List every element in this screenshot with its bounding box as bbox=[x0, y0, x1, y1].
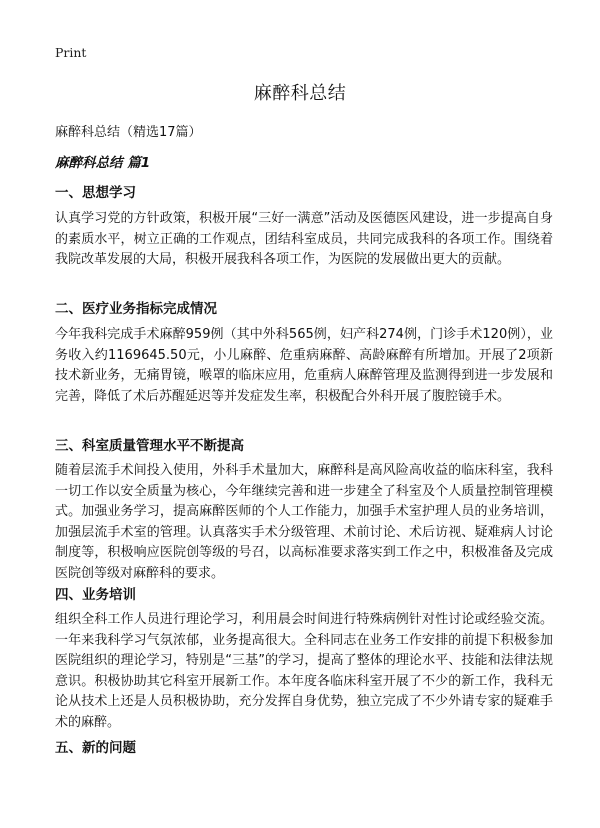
section-paragraph-1: 认真学习党的方针政策，积极开展“三好一满意”活动及医德医风建设，进一步提高自身的素质水平，树立正确的工作观点，团结科室成员，共同完成我科的各项工作。围绕着我院改革发展的大局，积极开展我科各项工作，为医院的发展做出更大的贡献。 bbox=[55, 211, 553, 267]
section-heading-1: 一、思想学习 bbox=[55, 185, 136, 201]
section-heading-2: 二、医疗业务指标完成情况 bbox=[55, 301, 217, 317]
chapter-title: 麻醉科总结 篇1 bbox=[55, 155, 151, 171]
section-paragraph-2: 今年我科完成手术麻醉959例（其中外科565例，妇产科274例，门诊手术120例），业务收入约1169645.50元，小儿麻醉、危重病麻醉、高龄麻醉有所增加。开展了2项新技术新业务，无痛胃镜，喉罩的临床应用，危重病人麻醉管理及监测得到进一步发展和完善，降低了术后苏醒延迟等并发症发生率，积极配合外科开展了腹腔镜手术。 bbox=[55, 327, 553, 404]
section-heading-4: 四、业务培训 bbox=[55, 587, 136, 603]
section-paragraph-3: 随着层流手术间投入使用，外科手术量加大，麻醉科是高风险高收益的临床科室，我科一切工作以安全质量为核心，今年继续完善和进一步建全了科室及个人质量控制管理模式。加强业务学习，提高麻醉医师的个人工作能力，加强手术室护理人员的业务培训，加强层流手术室的管理。认真落实手术分级管理、术前讨论、术后访视、疑难病人讨论制度等，积极响应医院创等级的号召，以高标准要求落实到工作之中，积极准备及完成医院创等级对麻醉科的要求。 bbox=[55, 463, 553, 581]
section-heading-5: 五、新的问题 bbox=[55, 740, 136, 756]
document-title: 麻醉科总结 bbox=[253, 83, 347, 104]
print-link[interactable]: Print bbox=[55, 45, 87, 60]
document-subtitle: 麻醉科总结（精选17篇） bbox=[55, 125, 202, 140]
section-heading-3: 三、科室质量管理水平不断提高 bbox=[55, 438, 244, 454]
section-paragraph-4: 组织全科工作人员进行理论学习，利用晨会时间进行特殊病例针对性讨论或经验交流。一年来我科学习气氛浓郁，业务提高很大。全科同志在业务工作安排的前提下积极参加医院组织的理论学习，特别是“三基”的学习，提高了整体的理论水平、技能和法律法规意识。积极协助其它科室开展新工作。本年度各临床科室开展了不少的新工作，我科无论从技术上还是人员积极协助，充分发挥自身优势，独立完成了不少外请专家的疑难手术的麻醉。 bbox=[55, 612, 553, 730]
